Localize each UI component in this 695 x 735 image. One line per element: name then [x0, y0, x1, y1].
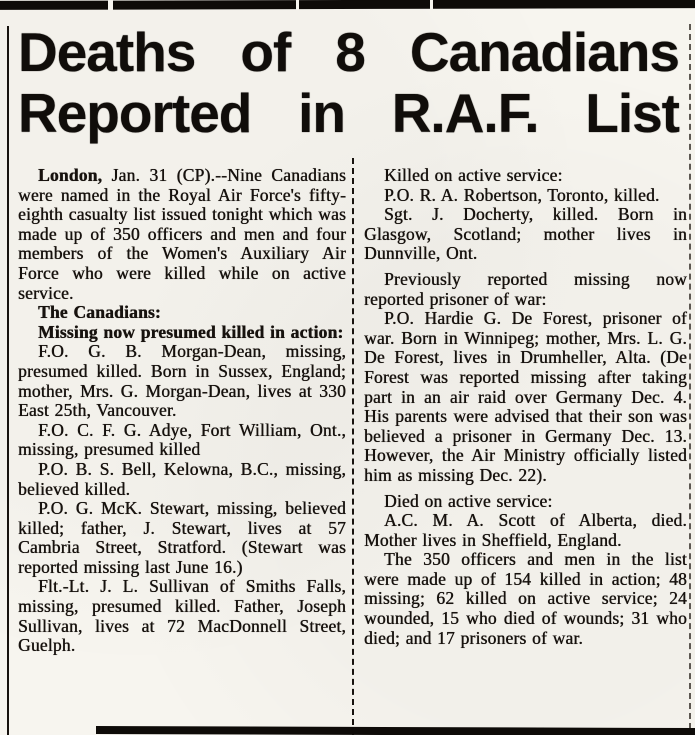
paragraph-text: Jan. 31 (CP).--Nine Canadians were named in the Royal Air Force's fifty-eighth casualty list issued tonight which was made up of 350 officers and men and four members of the Women's Auxiliary Air Force who were killed while on active service. — [18, 165, 346, 303]
article-paragraph: The Canadians: — [38, 302, 161, 323]
right-edge-rule — [689, 24, 691, 729]
article-paragraph: F.O. G. B. Morgan-Dean, missing, presumed killed. Born in Sussex, England; mother, Mrs. G. Morgan-Dean, lives at 330 East 25th, Vancouver. — [18, 341, 346, 421]
article-paragraph: A.C. M. A. Scott of Alberta, died. Mother lives in Sheffield, England. — [364, 510, 687, 550]
left-column-rule — [7, 26, 9, 735]
article-paragraph: Killed on active service: — [384, 165, 563, 185]
article-paragraph: Sgt. J. Docherty, killed. Born in Glasgow, Scotland; mother lives in Dunnville, Ont. — [364, 204, 687, 264]
column-divider-rule — [352, 158, 354, 735]
article-paragraph: P.O. B. S. Bell, Kelowna, B.C., missing, believed killed. — [18, 458, 346, 499]
dateline: London, — [38, 165, 103, 185]
article-paragraph: Previously reported missing now reported prisoner of war: — [364, 268, 687, 309]
article-column-right — [364, 166, 687, 648]
headline-line-2: Reported in R.A.F. List — [18, 82, 679, 144]
article-paragraph — [18, 166, 346, 303]
article-paragraph: The 350 officers and men in the list were made up of 154 killed in action; 48 missing; 62 killed on active service; 24 wounded, 15 who died of wounds; 31 who died; and 17 prisoners of war. — [364, 549, 687, 648]
article-paragraph: P.O. G. McK. Stewart, missing, believed killed; father, J. Stewart, lives at 57 Cambria Street, Stratford. (Stewart was reported missing last June 16.) — [18, 498, 346, 577]
bottom-ink-bar — [96, 726, 695, 735]
article-paragraph: Died on active service: — [384, 490, 553, 511]
article-paragraph: F.O. C. F. G. Adye, Fort William, Ont., missing, presumed killed — [18, 419, 346, 460]
top-ink-bar — [0, 0, 695, 10]
article-paragraph: P.O. Hardie G. De Forest, prisoner of war. Born in Winnipeg; mother, Mrs. L. G. De Forest, lives in Drumheller, Alta. (De Forest was reported missing after taking part in an air raid over Germany Dec. 4. His parents were advised that their son was believed a prisoner in Germany Dec. 13. However, the Air Ministry officially listed him as missing Dec. 22). — [364, 308, 687, 485]
headline — [18, 22, 679, 144]
article-column-left — [18, 166, 346, 656]
article-paragraph: Missing now presumed killed in action: — [38, 321, 344, 342]
headline-line-1: Deaths of 8 Canadians — [18, 21, 679, 83]
article-paragraph: Flt.-Lt. J. L. Sullivan of Smiths Falls, missing, presumed killed. Father, Joseph Sullivan, lives at 72 MacDonnell Street, Guelph. — [18, 576, 346, 656]
article-paragraph: P.O. R. A. Robertson, Toronto, killed. — [384, 184, 660, 205]
